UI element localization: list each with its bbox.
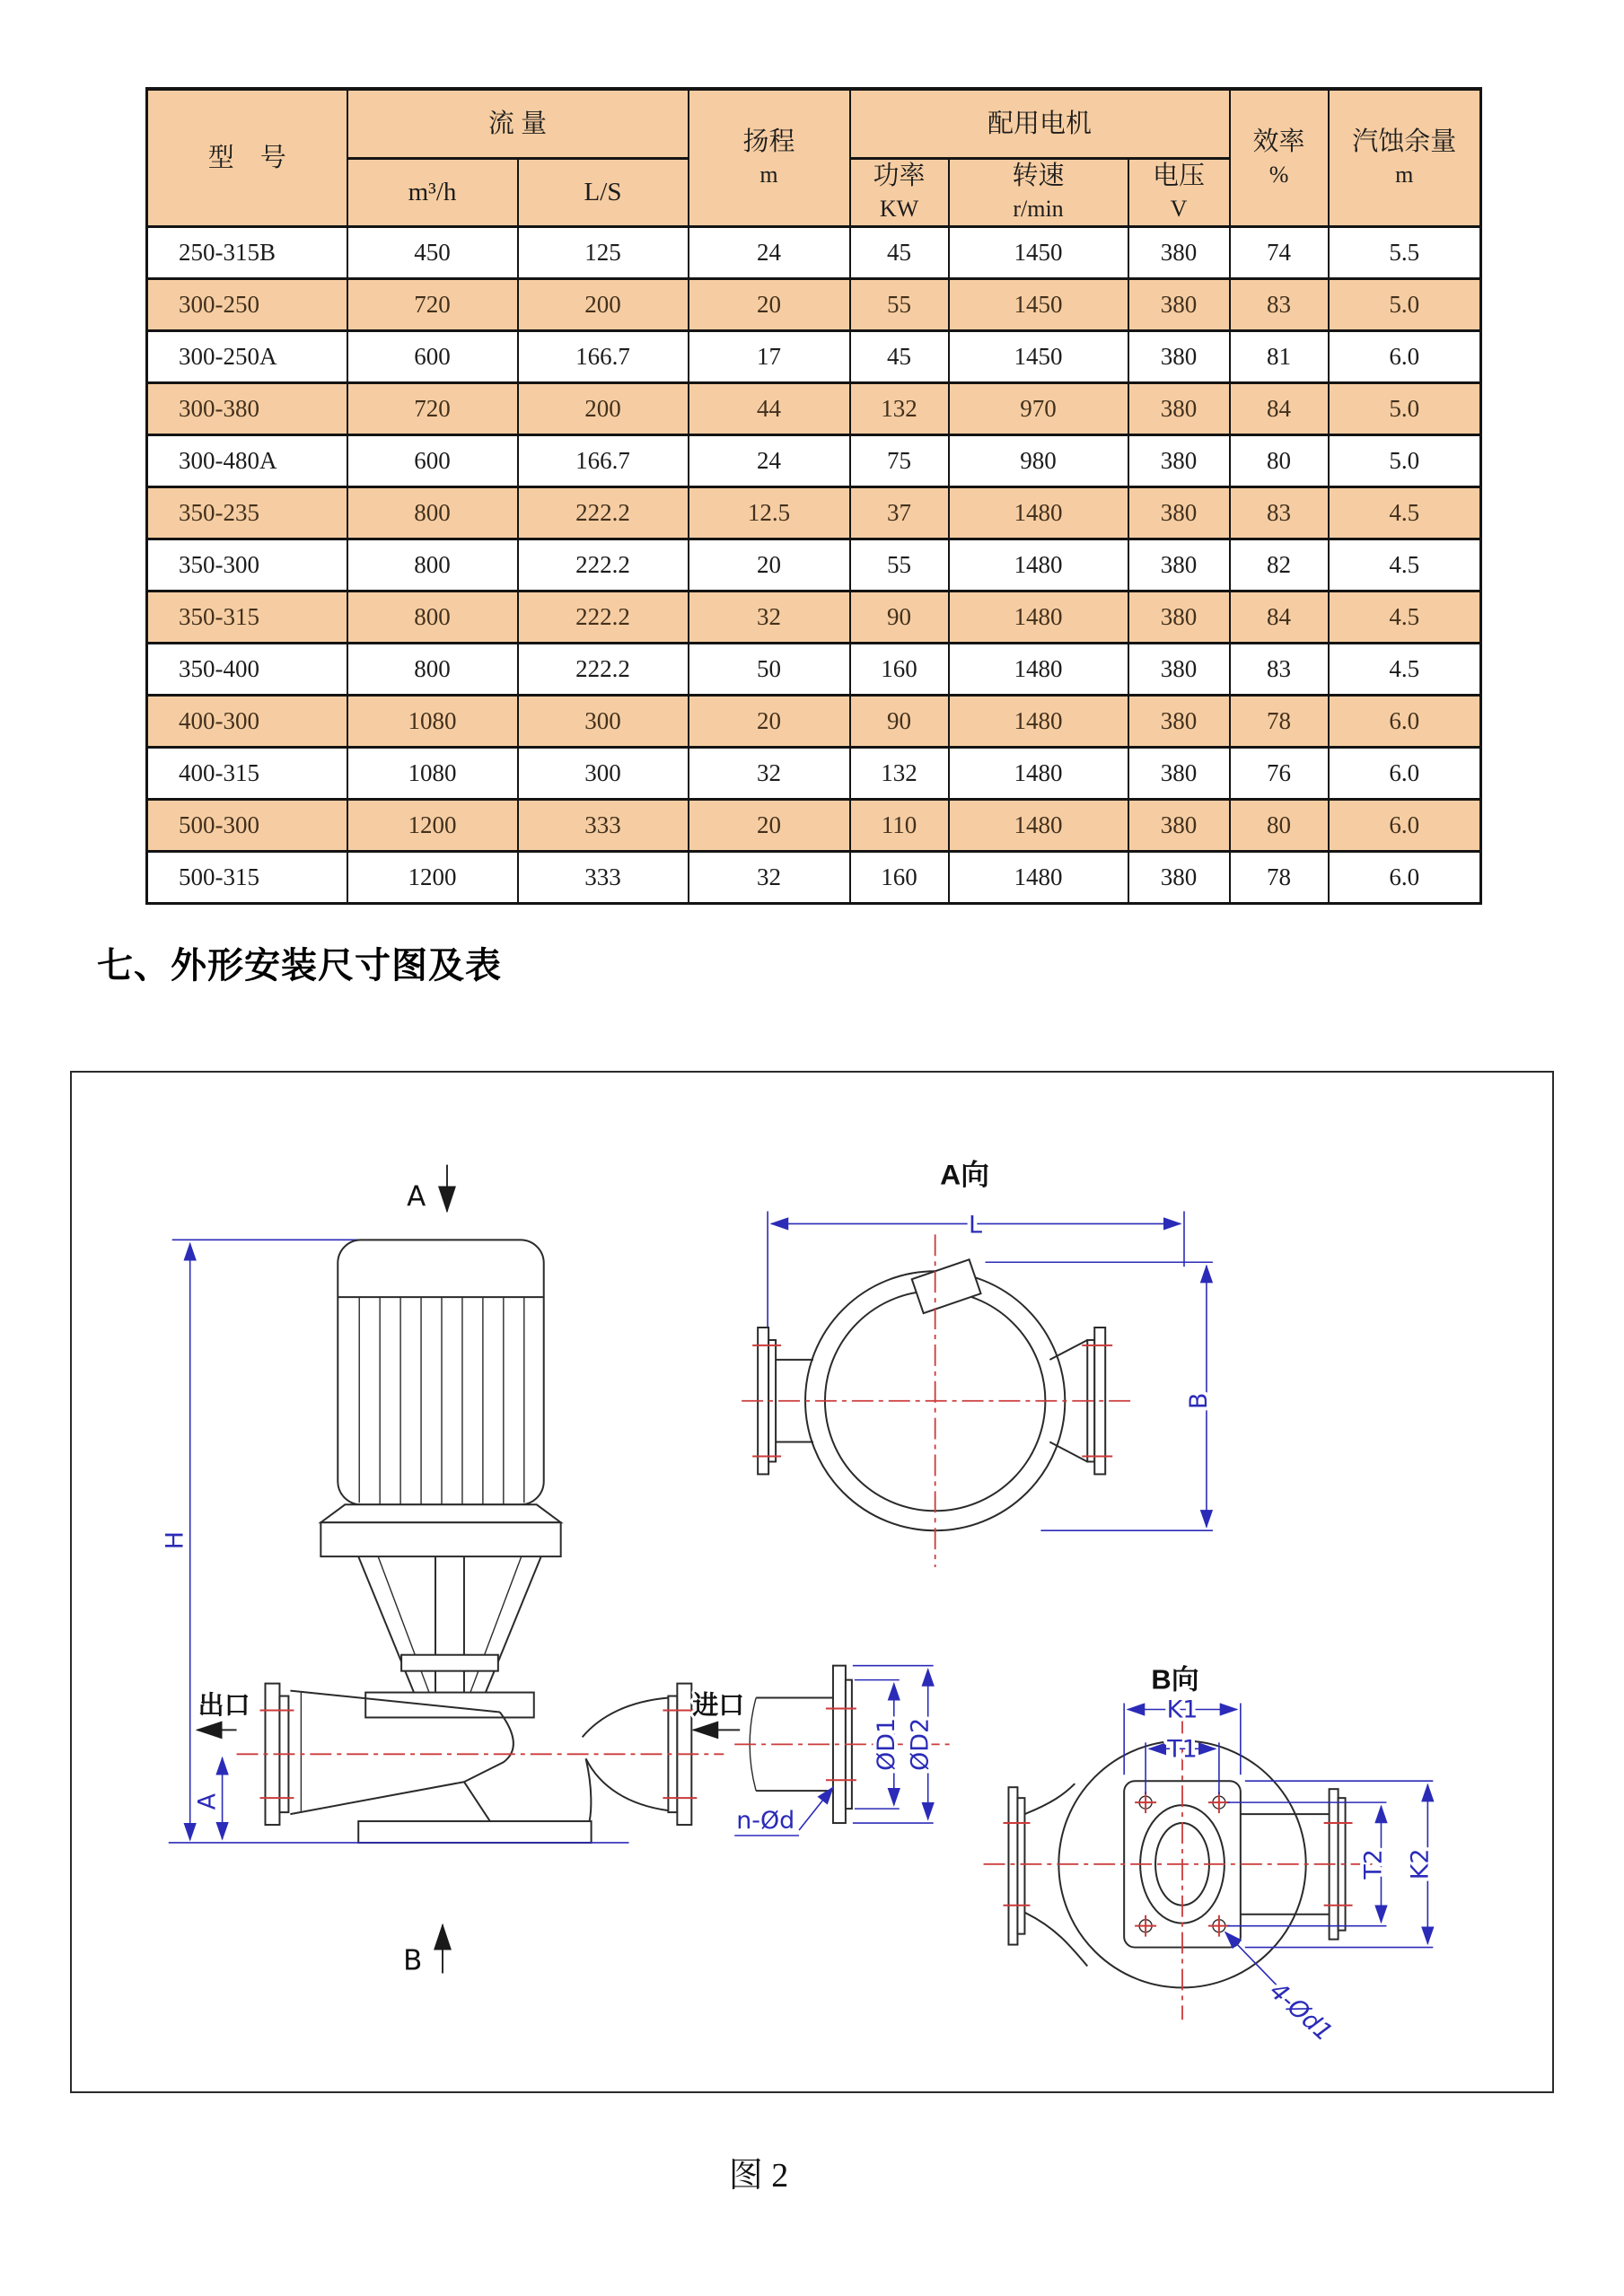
value-cell: 380 bbox=[1128, 695, 1230, 747]
value-cell: 800 bbox=[347, 486, 518, 539]
motor-fins bbox=[359, 1297, 524, 1504]
model-cell: 400-300 bbox=[147, 695, 347, 747]
model-cell: 500-300 bbox=[147, 799, 347, 851]
value-cell: 32 bbox=[689, 851, 850, 903]
value-cell: 82 bbox=[1230, 539, 1329, 591]
value-cell: 6.0 bbox=[1329, 799, 1481, 851]
npsh-label: 汽蚀余量 bbox=[1352, 127, 1457, 156]
value-cell: 6.0 bbox=[1329, 330, 1481, 382]
value-cell: 5.0 bbox=[1329, 382, 1481, 434]
installation-drawing bbox=[70, 1071, 1554, 2093]
value-cell: 380 bbox=[1128, 226, 1230, 278]
value-cell: 20 bbox=[689, 695, 850, 747]
value-cell: 5.5 bbox=[1329, 226, 1481, 278]
col-header-voltage bbox=[1128, 159, 1230, 227]
value-cell: 333 bbox=[518, 851, 689, 903]
value-cell: 76 bbox=[1230, 747, 1329, 799]
value-cell: 1480 bbox=[949, 643, 1128, 695]
value-cell: 83 bbox=[1230, 643, 1329, 695]
table-row bbox=[147, 486, 1481, 539]
value-cell: 80 bbox=[1230, 434, 1329, 486]
col-header-efficiency bbox=[1230, 89, 1329, 226]
section-arrow-a-label: A bbox=[407, 1180, 426, 1214]
flange-detail bbox=[734, 1666, 949, 1836]
value-cell: 80 bbox=[1230, 799, 1329, 851]
value-cell: 200 bbox=[518, 382, 689, 434]
value-cell: 300 bbox=[518, 747, 689, 799]
value-cell: 4.5 bbox=[1329, 591, 1481, 643]
model-cell: 300-250 bbox=[147, 278, 347, 330]
bolt-note-label: n-Ød bbox=[736, 1807, 795, 1836]
value-cell: 81 bbox=[1230, 330, 1329, 382]
value-cell: 1480 bbox=[949, 799, 1128, 851]
head-unit: m bbox=[759, 161, 778, 188]
value-cell: 6.0 bbox=[1329, 747, 1481, 799]
value-cell: 32 bbox=[689, 747, 850, 799]
value-cell: 75 bbox=[850, 434, 949, 486]
power-unit: KW bbox=[879, 196, 919, 223]
table-row bbox=[147, 539, 1481, 591]
value-cell: 1200 bbox=[347, 799, 518, 851]
value-cell: 333 bbox=[518, 799, 689, 851]
value-cell: 45 bbox=[850, 330, 949, 382]
model-cell: 300-380 bbox=[147, 382, 347, 434]
value-cell: 450 bbox=[347, 226, 518, 278]
spec-table bbox=[145, 87, 1482, 905]
value-cell: 222.2 bbox=[518, 591, 689, 643]
value-cell: 380 bbox=[1128, 330, 1230, 382]
bolt-note-4d1-label: 4-Ød1 bbox=[1264, 1976, 1338, 2047]
value-cell: 55 bbox=[850, 539, 949, 591]
section-heading: 七、外形安装尺寸图及表 bbox=[97, 946, 502, 986]
value-cell: 83 bbox=[1230, 278, 1329, 330]
value-cell: 50 bbox=[689, 643, 850, 695]
value-cell: 380 bbox=[1128, 643, 1230, 695]
value-cell: 84 bbox=[1230, 591, 1329, 643]
col-group-motor: 配用电机 bbox=[850, 89, 1230, 159]
value-cell: 24 bbox=[689, 226, 850, 278]
table-row bbox=[147, 278, 1481, 330]
npsh-unit: m bbox=[1395, 161, 1414, 188]
value-cell: 1080 bbox=[347, 747, 518, 799]
col-header-model: 型 号 bbox=[147, 89, 347, 226]
head-label: 扬程 bbox=[742, 127, 795, 156]
value-cell: 132 bbox=[850, 747, 949, 799]
value-cell: 720 bbox=[347, 382, 518, 434]
value-cell: 720 bbox=[347, 278, 518, 330]
table-row bbox=[147, 851, 1481, 903]
value-cell: 380 bbox=[1128, 591, 1230, 643]
table-row bbox=[147, 799, 1481, 851]
view-a bbox=[742, 1159, 1213, 1567]
value-cell: 1480 bbox=[949, 851, 1128, 903]
value-cell: 222.2 bbox=[518, 486, 689, 539]
value-cell: 20 bbox=[689, 539, 850, 591]
value-cell: 5.0 bbox=[1329, 278, 1481, 330]
value-cell: 4.5 bbox=[1329, 539, 1481, 591]
value-cell: 600 bbox=[347, 330, 518, 382]
col-header-ls: L/S bbox=[518, 159, 689, 227]
value-cell: 166.7 bbox=[518, 330, 689, 382]
value-cell: 125 bbox=[518, 226, 689, 278]
value-cell: 5.0 bbox=[1329, 434, 1481, 486]
model-cell: 500-315 bbox=[147, 851, 347, 903]
figure-caption: 图 2 bbox=[728, 2157, 789, 2195]
section-arrow-b-label: B bbox=[403, 1944, 423, 1977]
dim-a-label: A bbox=[193, 1792, 222, 1810]
value-cell: 160 bbox=[850, 851, 949, 903]
value-cell: 90 bbox=[850, 695, 949, 747]
view-b bbox=[984, 1664, 1435, 2047]
col-header-speed bbox=[949, 159, 1128, 227]
value-cell: 17 bbox=[689, 330, 850, 382]
value-cell: 800 bbox=[347, 643, 518, 695]
pump-drawing-svg bbox=[72, 1073, 1552, 2091]
value-cell: 380 bbox=[1128, 747, 1230, 799]
value-cell: 166.7 bbox=[518, 434, 689, 486]
value-cell: 380 bbox=[1128, 434, 1230, 486]
value-cell: 12.5 bbox=[689, 486, 850, 539]
view-a-title: A向 bbox=[940, 1158, 990, 1191]
value-cell: 380 bbox=[1128, 539, 1230, 591]
value-cell: 6.0 bbox=[1329, 695, 1481, 747]
value-cell: 84 bbox=[1230, 382, 1329, 434]
power-label: 功率 bbox=[873, 162, 926, 190]
model-cell: 250-315B bbox=[147, 226, 347, 278]
value-cell: 800 bbox=[347, 591, 518, 643]
value-cell: 970 bbox=[949, 382, 1128, 434]
value-cell: 600 bbox=[347, 434, 518, 486]
table-row bbox=[147, 695, 1481, 747]
model-cell: 300-250A bbox=[147, 330, 347, 382]
value-cell: 6.0 bbox=[1329, 851, 1481, 903]
pump-spec-table bbox=[145, 87, 1479, 905]
value-cell: 1200 bbox=[347, 851, 518, 903]
front-view bbox=[162, 1165, 744, 1977]
value-cell: 380 bbox=[1128, 799, 1230, 851]
voltage-unit: V bbox=[1170, 196, 1188, 223]
speed-label: 转速 bbox=[1012, 162, 1065, 190]
value-cell: 380 bbox=[1128, 486, 1230, 539]
value-cell: 160 bbox=[850, 643, 949, 695]
model-cell: 350-235 bbox=[147, 486, 347, 539]
value-cell: 380 bbox=[1128, 851, 1230, 903]
model-cell: 300-480A bbox=[147, 434, 347, 486]
dim-k2-label: K2 bbox=[1406, 1848, 1435, 1880]
table-row bbox=[147, 382, 1481, 434]
model-cell: 400-315 bbox=[147, 747, 347, 799]
col-header-m3h: m³/h bbox=[347, 159, 518, 227]
table-row bbox=[147, 434, 1481, 486]
col-header-power bbox=[850, 159, 949, 227]
eff-unit: % bbox=[1268, 161, 1289, 188]
dim-k1-label: K1 bbox=[1166, 1696, 1198, 1724]
value-cell: 300 bbox=[518, 695, 689, 747]
table-row bbox=[147, 643, 1481, 695]
value-cell: 83 bbox=[1230, 486, 1329, 539]
value-cell: 20 bbox=[689, 799, 850, 851]
col-header-npsh bbox=[1329, 89, 1481, 226]
dim-b-label: B bbox=[1184, 1392, 1213, 1409]
spec-table-body bbox=[147, 226, 1481, 903]
value-cell: 222.2 bbox=[518, 539, 689, 591]
value-cell: 55 bbox=[850, 278, 949, 330]
value-cell: 1450 bbox=[949, 278, 1128, 330]
model-cell: 350-315 bbox=[147, 591, 347, 643]
col-header-head bbox=[689, 89, 850, 226]
value-cell: 78 bbox=[1230, 695, 1329, 747]
col-group-flow: 流 量 bbox=[347, 89, 689, 159]
value-cell: 78 bbox=[1230, 851, 1329, 903]
value-cell: 1480 bbox=[949, 747, 1128, 799]
view-b-title: B向 bbox=[1151, 1663, 1199, 1696]
dim-d1-label: ØD1 bbox=[872, 1717, 900, 1771]
eff-label: 效率 bbox=[1252, 127, 1305, 156]
value-cell: 132 bbox=[850, 382, 949, 434]
value-cell: 1480 bbox=[949, 486, 1128, 539]
value-cell: 1450 bbox=[949, 330, 1128, 382]
value-cell: 45 bbox=[850, 226, 949, 278]
value-cell: 800 bbox=[347, 539, 518, 591]
value-cell: 32 bbox=[689, 591, 850, 643]
dim-t2-label: T2 bbox=[1359, 1849, 1388, 1880]
value-cell: 4.5 bbox=[1329, 486, 1481, 539]
value-cell: 200 bbox=[518, 278, 689, 330]
value-cell: 37 bbox=[850, 486, 949, 539]
model-cell: 350-400 bbox=[147, 643, 347, 695]
value-cell: 1080 bbox=[347, 695, 518, 747]
value-cell: 20 bbox=[689, 278, 850, 330]
value-cell: 980 bbox=[949, 434, 1128, 486]
model-cell: 350-300 bbox=[147, 539, 347, 591]
value-cell: 222.2 bbox=[518, 643, 689, 695]
value-cell: 110 bbox=[850, 799, 949, 851]
value-cell: 4.5 bbox=[1329, 643, 1481, 695]
dim-l-label: L bbox=[969, 1211, 983, 1240]
value-cell: 44 bbox=[689, 382, 850, 434]
table-row bbox=[147, 591, 1481, 643]
dim-d2-label: ØD2 bbox=[906, 1717, 935, 1771]
value-cell: 74 bbox=[1230, 226, 1329, 278]
value-cell: 1480 bbox=[949, 591, 1128, 643]
value-cell: 1450 bbox=[949, 226, 1128, 278]
table-row bbox=[147, 226, 1481, 278]
inlet-label: 进口 bbox=[692, 1691, 745, 1721]
value-cell: 1480 bbox=[949, 695, 1128, 747]
value-cell: 380 bbox=[1128, 278, 1230, 330]
value-cell: 380 bbox=[1128, 382, 1230, 434]
table-row bbox=[147, 747, 1481, 799]
table-row bbox=[147, 330, 1481, 382]
outlet-label: 出口 bbox=[198, 1691, 250, 1721]
dim-h-label: H bbox=[161, 1531, 189, 1550]
voltage-label: 电压 bbox=[1153, 162, 1206, 190]
value-cell: 24 bbox=[689, 434, 850, 486]
speed-unit: r/min bbox=[1013, 196, 1064, 223]
value-cell: 1480 bbox=[949, 539, 1128, 591]
value-cell: 90 bbox=[850, 591, 949, 643]
dim-t1-label: T1 bbox=[1167, 1735, 1198, 1764]
